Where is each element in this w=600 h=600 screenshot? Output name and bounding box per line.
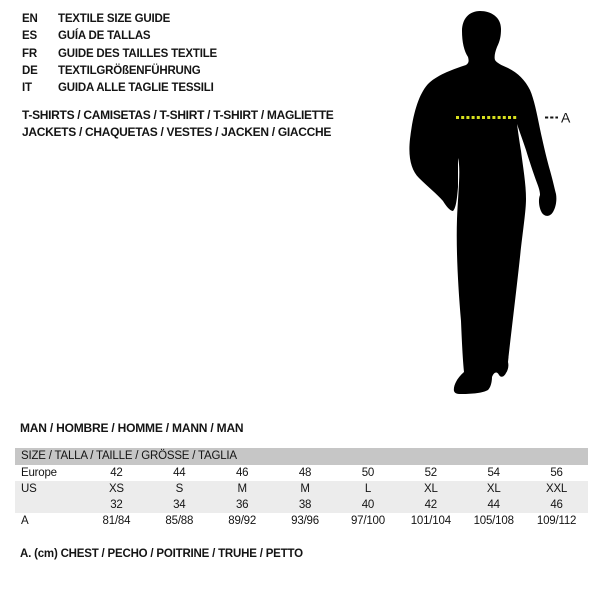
measure-label-a: A [561,109,571,126]
table-cell: XL [486,483,501,495]
language-row-en [22,11,217,28]
table-cell: XXL [545,483,568,495]
table-cell: 105/108 [473,515,514,527]
language-label: GUIDA ALLE TAGLIE TESSILI [58,82,214,95]
table-cell: 40 [361,499,375,511]
language-row-de [22,63,217,80]
table-cell: 46 [235,467,249,479]
table-row-us-numbers [15,497,588,513]
row-label: US [21,483,37,495]
category-jackets: JACKETS / CHAQUETAS / VESTES / JACKEN / GIACCHE [22,125,332,139]
table-cell: S [175,483,184,495]
category-list [22,107,334,141]
section-title-man: MAN / HOMBRE / HOMME / MANN / MAN [20,421,244,435]
table-cell: 89/92 [228,515,257,527]
size-table [15,448,588,529]
table-cell: 81/84 [102,515,131,527]
language-row-it [22,80,217,97]
table-cell: 101/104 [410,515,451,527]
table-cell: 85/88 [165,515,194,527]
table-cell: 38 [298,499,312,511]
table-cell: 46 [550,499,563,511]
language-row-fr [22,46,217,63]
table-cell: 42 [110,467,123,479]
language-label: GUIDE DES TAILLES TEXTILE [58,47,217,60]
language-code: IT [22,82,32,95]
language-label: TEXTILGRÖßENFÜHRUNG [58,64,201,77]
language-label: TEXTILE SIZE GUIDE [58,13,171,25]
table-cell: XS [108,483,124,495]
table-cell: 48 [298,467,312,479]
man-silhouette [409,11,556,394]
table-cell: 44 [173,467,186,479]
table-cell: 56 [550,467,563,479]
table-cell: M [237,483,247,495]
language-row-es [22,28,217,45]
man-silhouette-figure [390,0,600,400]
table-cell: L [364,483,372,495]
table-cell: 44 [487,499,500,511]
measure-footnote: A. (cm) CHEST / PECHO / POITRINE / TRUHE / PETTO [20,548,303,560]
category-tshirts: T-SHIRTS / CAMISETAS / T-SHIRT / T-SHIRT / MAGLIETTE [22,108,334,122]
table-row-europe [15,465,588,481]
table-cell: 109/112 [536,515,577,527]
table-cell: 93/96 [291,515,319,527]
language-code: EN [22,13,38,25]
language-code: FR [22,47,37,60]
language-list [22,11,217,97]
row-label [15,497,85,513]
row-label: Europe [21,467,57,479]
table-row-chest-cm [15,513,588,529]
table-cell: 50 [361,467,375,479]
size-table-header: SIZE / TALLA / TAILLE / GRÖSSE / TAGLIA [15,448,588,465]
table-cell: 54 [487,467,500,479]
table-cell: 36 [235,499,249,511]
row-label: A [21,515,29,527]
language-label: GUÍA DE TALLAS [58,30,151,43]
table-cell: XL [423,483,438,495]
table-cell: 34 [173,499,186,511]
table-cell: 32 [110,499,123,511]
table-cell: M [300,483,310,495]
table-cell: 52 [424,467,438,479]
table-cell: 42 [424,499,438,511]
language-code: ES [22,30,37,43]
table-row-us-letters [15,481,588,497]
language-code: DE [22,64,38,77]
table-cell: 97/100 [350,515,385,527]
